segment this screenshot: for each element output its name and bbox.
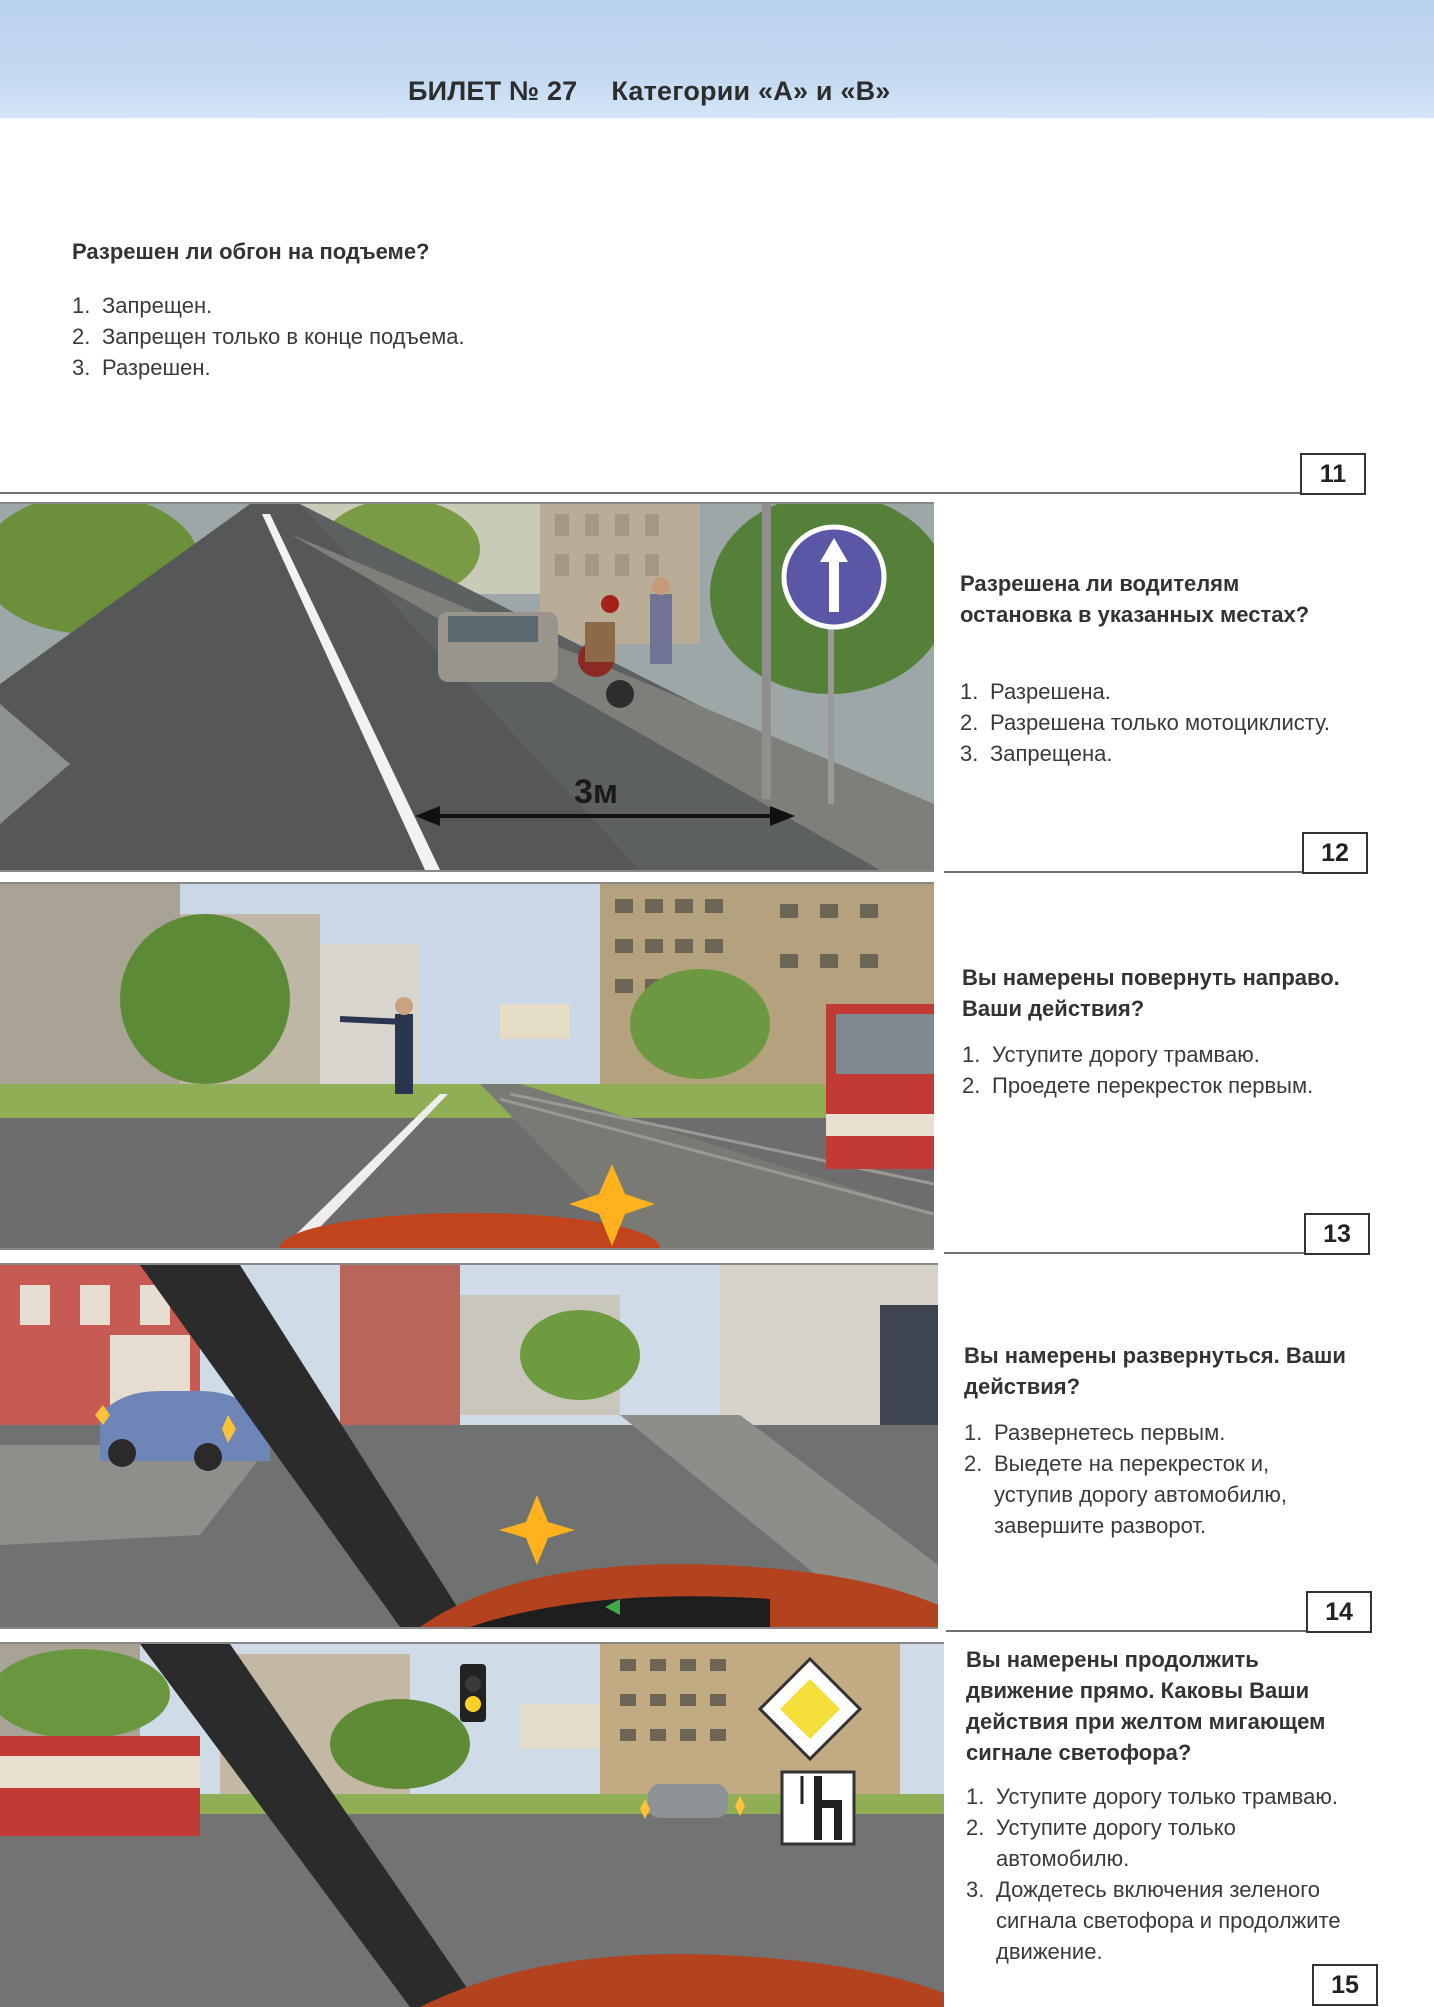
question-number-15: 15 <box>1312 1964 1378 2006</box>
answer-item[interactable]: 2. Выедете на перекресток и, уступив дорогу автомобилю, завершите разворот. <box>964 1451 1287 1538</box>
question-15-image <box>0 1642 944 2007</box>
question-12-answers <box>960 676 1340 769</box>
question-12-image <box>0 502 934 872</box>
question-15-text: Вы намерены продолжить движение прямо. Каковы Ваши действия при желтом мигающем сигнале светофора? <box>966 1647 1326 1765</box>
distance-label: 3м <box>574 773 619 811</box>
question-11-text: Разрешен ли обгон на подъеме? <box>72 239 430 264</box>
answer-item[interactable]: 2. Разрешена только мотоциклисту. <box>960 710 1331 735</box>
question-number-12: 12 <box>1302 832 1368 874</box>
question-15-answers <box>966 1781 1346 1967</box>
question-11-answers <box>72 290 972 383</box>
answer-item[interactable]: 2. Уступите дорогу только автомобилю. <box>966 1815 1236 1871</box>
answer-item[interactable]: 2. Проедете перекресток первым. <box>962 1073 1314 1098</box>
divider <box>0 492 1364 494</box>
question-14-answers <box>964 1417 1344 1541</box>
question-14-text: Вы намерены развернуться. Ваши действия? <box>964 1343 1346 1399</box>
divider <box>944 871 1364 873</box>
ticket-categories: Категории «А» и «В» <box>611 76 891 106</box>
answer-item[interactable]: 1. Запрещен. <box>72 293 213 318</box>
answer-item[interactable]: 2. Запрещен только в конце подъема. <box>72 324 465 349</box>
question-13-answers <box>962 1039 1332 1101</box>
question-12-text: Разрешена ли водителям остановка в указанных местах? <box>960 571 1310 627</box>
answer-item[interactable]: 1. Уступите дорогу трамваю. <box>962 1042 1260 1067</box>
question-number-11: 11 <box>1300 453 1366 495</box>
answer-item[interactable]: 3. Запрещена. <box>960 741 1113 766</box>
question-13-image <box>0 882 934 1250</box>
answer-item[interactable]: 1. Уступите дорогу только трамваю. <box>966 1784 1338 1809</box>
page-header <box>0 0 1434 118</box>
answer-item[interactable]: 3. Дождетесь включения зеленого сигнала светофора и продолжите движение. <box>966 1877 1341 1964</box>
ticket-number: БИЛЕТ № 27 <box>408 76 578 106</box>
page-title <box>408 76 891 107</box>
question-number-13: 13 <box>1304 1213 1370 1255</box>
question-number-14: 14 <box>1306 1591 1372 1633</box>
answer-item[interactable]: 1. Разрешена. <box>960 679 1111 704</box>
answer-item[interactable]: 1. Развернетесь первым. <box>964 1420 1226 1445</box>
answer-item[interactable]: 3. Разрешен. <box>72 355 211 380</box>
question-13-text: Вы намерены повернуть направо. Ваши действия? <box>962 965 1340 1021</box>
question-14-image <box>0 1263 938 1629</box>
